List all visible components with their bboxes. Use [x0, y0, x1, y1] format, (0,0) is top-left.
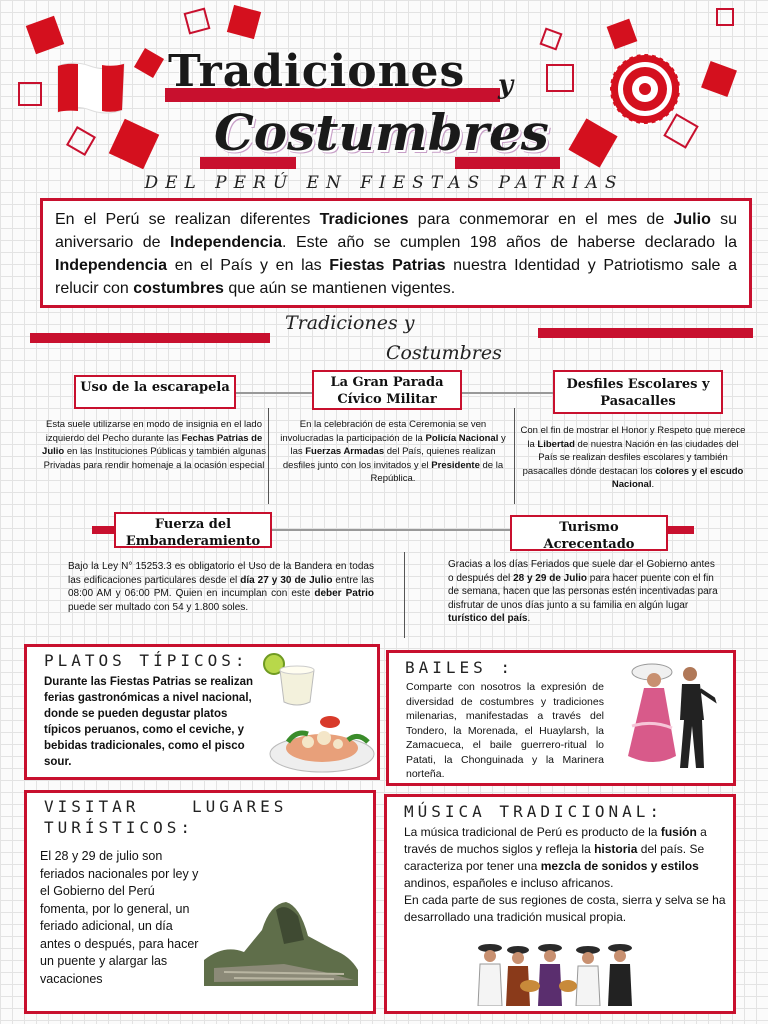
topic-embanderamiento-text: Bajo la Ley N° 15253.3 es obligatorio el Uso de la Bandera en todas las edificaciones particulares desde el día 27 y 30 de Julio entre las 08:00 AM y 06:00 PM. Quien en incumplan con este deber Patrio puede ser multado con 54 y 1.800 soles.	[68, 561, 374, 613]
connector-line	[514, 408, 515, 504]
decorative-square	[227, 5, 261, 39]
title-line1: Tradiciones	[168, 46, 466, 97]
panel-musica-text: La música tradicional de Perú es producto de la fusión a través de muchos siglos y refleja la historia del país. Se caracteriza por tener una mezcla de sonidos y estilos andinos, españoles e incluso africanos. En cada parte de sus regiones de costa, sierra y selva se ha desarrollado una tradición musical propia.	[404, 825, 726, 924]
topic-parada-title: La Gran Parada Cívico Militar	[312, 370, 462, 410]
panel-visitar-title-l1: VISITAR	[44, 797, 140, 816]
ceviche-plate-icon	[268, 712, 376, 774]
topic-desfiles-text: Con el fin de mostrar el Honor y Respeto que merece la Libertad de nuestra Nación en las ciudades del País se realizan desfiles escolares y también pasacalles dónde destacan los colores y el escudo Nacional.	[520, 425, 746, 490]
decorative-outline-square	[66, 126, 96, 156]
topic-turismo-title: Turismo Acrecentado	[510, 515, 668, 551]
decorative-outline-square	[184, 8, 211, 35]
decorative-outline-square	[546, 64, 574, 92]
row2-bar-right	[668, 526, 694, 534]
section-title-line1: Tradiciones y	[285, 312, 415, 334]
panel-platos-text: Durante las Fiestas Patrias se realizan ferias gastronómicas a nivel nacional, donde se pueden degustar platos típicos peruanos, como el ceviche, y bebidas tradicionales, como el pisco sour.	[44, 676, 254, 768]
panel-visitar-title-l2: TURÍSTICOS:	[44, 818, 194, 837]
topic-parada-text: En la celebración de esta Ceremonia se ven involucradas la participación de la Policía Nacional y las Fuerzas Armadas del País, quienes realizan desfiles junto con los invitados y el Presidente de la República.	[280, 419, 506, 484]
decorative-square	[607, 19, 638, 50]
topic-desfiles-title: Desfiles Escolares y Pasacalles	[553, 370, 723, 414]
panel-bailes-text: Comparte con nosotros la expresión de diversidad de costumbres y tradiciones milenarias, manifestadas a través del Tondero, la Morenada, el Huaylarsh, la Zamacueca, el baile guerrero-ritual lo Patati, la Chonguinada y la Marinera norteña.	[406, 681, 604, 780]
topic-turismo-text: Gracias a los días Feriados que suele dar el Gobierno antes o después del 28 y 29 de Julio para hacer puente con el fin de semana, hacen que las personas estén incentivadas para disfrutar de unos días junto a su familia en algún lugar turístico del país.	[448, 559, 718, 624]
panel-visitar-title-l1b: LUGARES	[192, 797, 288, 816]
escarapela-rosette-icon	[608, 52, 682, 126]
musicians-icon	[470, 940, 640, 1006]
connector-line	[404, 552, 405, 638]
subtitle: DEL PERÚ EN FIESTAS PATRIAS	[144, 173, 624, 193]
decorative-square	[26, 16, 64, 54]
decorative-square	[109, 119, 159, 169]
connector-line	[272, 529, 512, 531]
topic-escarapela-text: Esta suele utilizarse en modo de insignia en el lado izquierdo del Pecho durante las Fechas Patrias de Julio en las Instituciones Públicas y también algunas Privadas para rendir homenaje a la ocasión especial	[42, 419, 266, 471]
section-bar-left	[30, 333, 270, 343]
pisco-sour-glass-icon	[262, 652, 322, 710]
section-bar-right	[538, 328, 753, 338]
title-line2: Costumbres	[214, 103, 549, 162]
panel-visitar-text: El 28 y 29 de julio son feriados nacionales por ley y el Gobierno del Perú fomenta, por lo general, un feriado adicional, un día antes o después, para hacer un puente y alargar las vacaciones	[40, 849, 199, 986]
panel-musica-title: MÚSICA TRADICIONAL:	[404, 802, 664, 821]
decorative-square	[701, 61, 737, 97]
panel-platos-title: PLATOS TÍPICOS:	[44, 651, 249, 670]
title-y: y	[498, 70, 514, 100]
topic-embanderamiento-title: Fuerza del Embanderamiento	[114, 512, 272, 548]
connector-line	[462, 392, 554, 394]
topic-escarapela-title: Uso de la escarapela	[74, 375, 236, 409]
panel-bailes-title: BAILES :	[405, 658, 515, 677]
decorative-outline-square	[539, 27, 562, 50]
marinera-dancers-icon	[622, 656, 726, 778]
connector-line	[236, 392, 314, 394]
connector-line	[268, 408, 269, 504]
machu-picchu-icon	[204, 900, 358, 986]
section-title-line2: Costumbres	[386, 342, 502, 364]
decorative-square	[134, 48, 164, 78]
peru-flag-icon	[56, 58, 126, 116]
intro-box: En el Perú se realizan diferentes Tradiciones para conmemorar en el mes de Julio su aniversario de Independencia. Este año se cumplen 198 años de haberse declarado la Independencia en el País y en las Fiestas Patrias nuestra Identidad y Patriotismo sale a relucir con costumbres que aún se mantienen vigentes.	[40, 198, 752, 308]
decorative-outline-square	[716, 8, 734, 26]
decorative-outline-square	[18, 82, 42, 106]
